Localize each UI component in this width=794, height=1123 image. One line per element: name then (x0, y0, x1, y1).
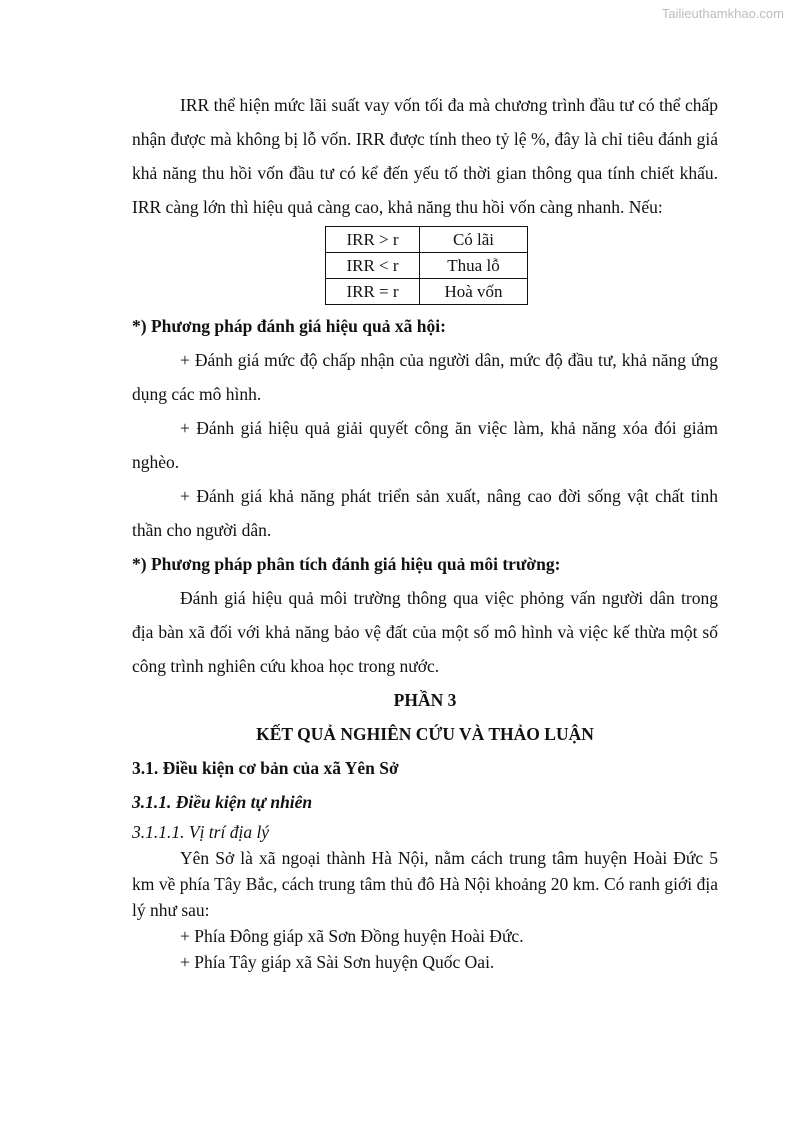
environment-text: Đánh giá hiệu quả môi trường thông qua việc phỏng vấn người dân trong địa bàn xã đối với khả năng bảo vệ đất của một số mô hình và việc kế thừa một số công trình nghiên cứu khoa học trong nước. (132, 588, 718, 676)
irr-condition-cell: IRR = r (326, 279, 420, 305)
irr-condition-cell: IRR > r (326, 227, 420, 253)
irr-condition-cell: IRR < r (326, 253, 420, 279)
social-method-heading: *) Phương pháp đánh giá hiệu quả xã hội: (132, 316, 446, 336)
irr-result-cell: Thua lỗ (420, 253, 528, 279)
irr-result-cell: Hoà vốn (420, 279, 528, 305)
section-3-1-1-1-heading: 3.1.1.1. Vị trí địa lý (132, 822, 270, 842)
table-row (326, 279, 528, 305)
watermark: Tailieuthamkhao.com (661, 6, 784, 21)
irr-table (325, 226, 528, 305)
border-east: + Phía Đông giáp xã Sơn Đồng huyện Hoài Đức. (180, 926, 524, 946)
environment-method-heading: *) Phương pháp phân tích đánh giá hiệu quả môi trường: (132, 554, 561, 574)
section-3-1-heading: 3.1. Điều kiện cơ bản của xã Yên Sở (132, 758, 399, 778)
table-row (326, 253, 528, 279)
irr-description: IRR thể hiện mức lãi suất vay vốn tối đa mà chương trình đầu tư có thể chấp nhận được mà không bị lỗ vốn. IRR được tính theo tỷ lệ %, đây là chỉ tiêu đánh giá khả năng thu hồi vốn đầu tư có kể đến yếu tố thời gian thông qua tính chiết khấu. IRR càng lớn thì hiệu quả càng cao, khả năng thu hồi vốn càng nhanh. Nếu: (132, 95, 718, 217)
part-number: PHẦN 3 (393, 690, 457, 710)
social-item-3: + Đánh giá khả năng phát triển sản xuất, nâng cao đời sống vật chất tinh thần cho người dân. (132, 486, 718, 540)
border-west: + Phía Tây giáp xã Sài Sơn huyện Quốc Oai. (180, 952, 495, 972)
document-page (132, 88, 718, 975)
table-row (326, 227, 528, 253)
irr-result-cell: Có lãi (420, 227, 528, 253)
section-3-1-1-heading: 3.1.1. Điều kiện tự nhiên (132, 792, 313, 812)
social-item-2: + Đánh giá hiệu quả giải quyết công ăn việc làm, khả năng xóa đói giảm nghèo. (132, 418, 718, 472)
location-text: Yên Sở là xã ngoại thành Hà Nội, nằm cách trung tâm huyện Hoài Đức 5 km về phía Tây Bắc, cách trung tâm thủ đô Hà Nội khoảng 20 km. Có ranh giới địa lý như sau: (132, 848, 718, 920)
part-title: KẾT QUẢ NGHIÊN CỨU VÀ THẢO LUẬN (256, 724, 594, 744)
social-item-1: + Đánh giá mức độ chấp nhận của người dân, mức độ đầu tư, khả năng ứng dụng các mô hình. (132, 350, 718, 404)
